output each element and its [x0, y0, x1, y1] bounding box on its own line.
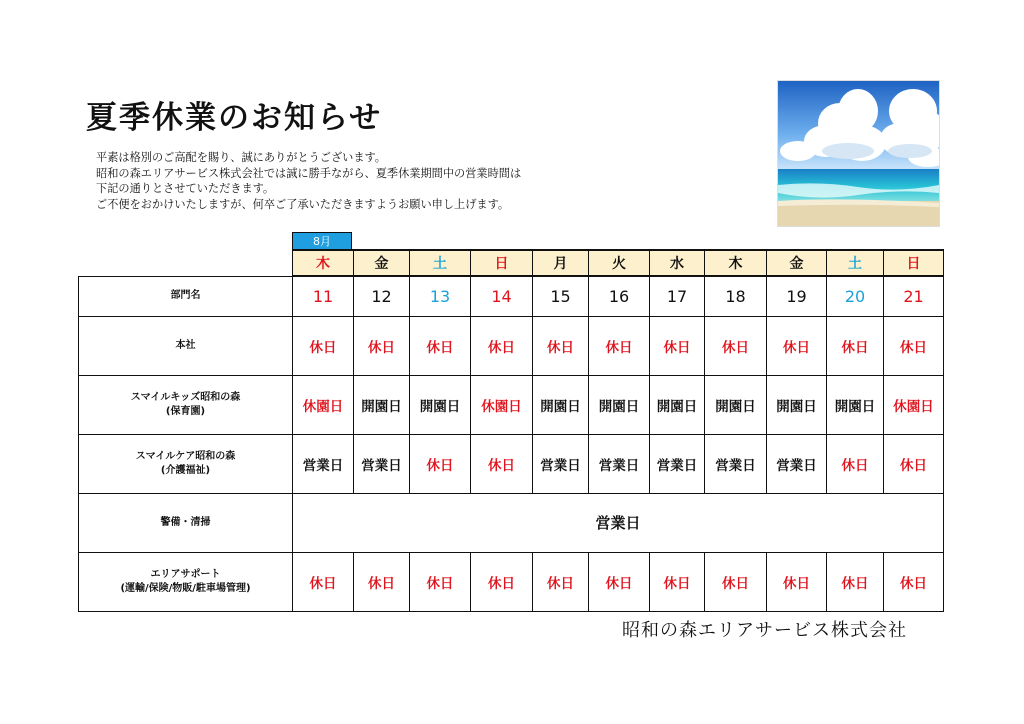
- status-cell: 休日: [767, 552, 827, 611]
- department-name: [79, 552, 293, 611]
- department-name-line: 本社: [175, 339, 196, 351]
- day-of-week-cell: 月: [533, 250, 589, 276]
- status-cell: 営業日: [650, 434, 705, 493]
- status-cell: 休日: [410, 552, 471, 611]
- status-cell: 休園日: [471, 375, 533, 434]
- status-cell: 開園日: [589, 375, 650, 434]
- department-name-line: エリアサポート: [150, 568, 221, 580]
- page-title: 夏季休業のお知らせ: [86, 100, 383, 136]
- date-cell: 13: [410, 276, 471, 316]
- intro-line: 昭和の森エリアサービス株式会社では誠に勝手ながら、夏季休業期間中の営業時間は: [96, 166, 522, 180]
- intro-line: 平素は格別のご高配を賜り、誠にありがとうございます。: [96, 151, 386, 164]
- department-row: [79, 316, 944, 375]
- intro-text: [96, 150, 521, 212]
- status-cell: 休日: [354, 316, 410, 375]
- status-cell: 営業日: [533, 434, 589, 493]
- status-cell: 休日: [705, 316, 767, 375]
- status-cell: 休日: [650, 316, 705, 375]
- status-cell: 休園日: [884, 375, 944, 434]
- date-cell: 15: [533, 276, 589, 316]
- date-cell: 12: [354, 276, 410, 316]
- status-cell: 休日: [471, 316, 533, 375]
- date-cell: 19: [767, 276, 827, 316]
- intro-line: 下記の通りとさせていただきます。: [96, 182, 275, 195]
- date-cell: 14: [471, 276, 533, 316]
- status-cell: 休日: [650, 552, 705, 611]
- status-cell: 休園日: [293, 375, 354, 434]
- status-cell: 休日: [533, 316, 589, 375]
- department-header: 部門名: [79, 276, 293, 316]
- date-cell: 16: [589, 276, 650, 316]
- date-cell: 18: [705, 276, 767, 316]
- status-cell: 休日: [767, 316, 827, 375]
- day-of-week-cell: 火: [589, 250, 650, 276]
- department-row: [79, 375, 944, 434]
- intro-line: ご不便をおかけいたしますが、何卒ご了承いただきますようお願い申し上げます。: [96, 197, 510, 211]
- status-cell: 休日: [471, 434, 533, 493]
- status-cell: 開園日: [705, 375, 767, 434]
- status-cell: 休日: [884, 434, 944, 493]
- status-cell: 休日: [293, 552, 354, 611]
- day-of-week-cell: 水: [650, 250, 705, 276]
- status-cell: 休日: [589, 552, 650, 611]
- schedule-table: [78, 249, 944, 612]
- day-of-week-cell: 金: [767, 250, 827, 276]
- month-tab: 8月: [292, 232, 352, 250]
- day-of-week-cell: 土: [410, 250, 471, 276]
- status-cell: 休日: [410, 434, 471, 493]
- status-cell: 営業日: [589, 434, 650, 493]
- status-cell: 休日: [471, 552, 533, 611]
- status-cell: 休日: [589, 316, 650, 375]
- day-of-week-cell: 日: [471, 250, 533, 276]
- day-of-week-cell: 土: [827, 250, 884, 276]
- status-cell: 営業日: [705, 434, 767, 493]
- status-cell: 休日: [293, 316, 354, 375]
- department-name: [79, 375, 293, 434]
- date-cell: 21: [884, 276, 944, 316]
- status-cell: 休日: [827, 316, 884, 375]
- status-cell: 営業日: [293, 434, 354, 493]
- status-cell: 休日: [705, 552, 767, 611]
- status-span-cell: 営業日: [293, 493, 944, 552]
- beach-clouds-image: [777, 80, 940, 227]
- status-cell: 休日: [884, 552, 944, 611]
- company-signature: 昭和の森エリアサービス株式会社: [622, 620, 907, 641]
- department-name-line: (運輸/保険/物販/駐車場管理): [120, 582, 251, 594]
- status-cell: 休日: [533, 552, 589, 611]
- status-cell: 開園日: [827, 375, 884, 434]
- status-cell: 休日: [827, 434, 884, 493]
- department-name-line: 警備・清掃: [160, 516, 211, 528]
- date-cell: 11: [293, 276, 354, 316]
- status-cell: 開園日: [533, 375, 589, 434]
- status-cell: 営業日: [767, 434, 827, 493]
- department-name-line: (保育園): [165, 405, 206, 417]
- status-cell: 開園日: [410, 375, 471, 434]
- status-cell: 休日: [884, 316, 944, 375]
- department-row: [79, 434, 944, 493]
- status-cell: 開園日: [767, 375, 827, 434]
- date-cell: 20: [827, 276, 884, 316]
- status-cell: 営業日: [354, 434, 410, 493]
- status-cell: 開園日: [354, 375, 410, 434]
- department-name-line: スマイルケア昭和の森: [135, 450, 236, 462]
- day-of-week-cell: 日: [884, 250, 944, 276]
- department-name: [79, 316, 293, 375]
- day-of-week-cell: 金: [354, 250, 410, 276]
- status-cell: 休日: [410, 316, 471, 375]
- status-cell: 開園日: [650, 375, 705, 434]
- department-row: [79, 552, 944, 611]
- department-name-line: スマイルキッズ昭和の森: [130, 391, 241, 403]
- department-name-line: (介護福祉): [160, 464, 211, 476]
- department-row: [79, 493, 944, 552]
- day-of-week-cell: 木: [293, 250, 354, 276]
- date-cell: 17: [650, 276, 705, 316]
- department-name: [79, 493, 293, 552]
- department-name: [79, 434, 293, 493]
- day-of-week-cell: 木: [705, 250, 767, 276]
- status-cell: 休日: [827, 552, 884, 611]
- header-spacer: [79, 250, 293, 276]
- status-cell: 休日: [354, 552, 410, 611]
